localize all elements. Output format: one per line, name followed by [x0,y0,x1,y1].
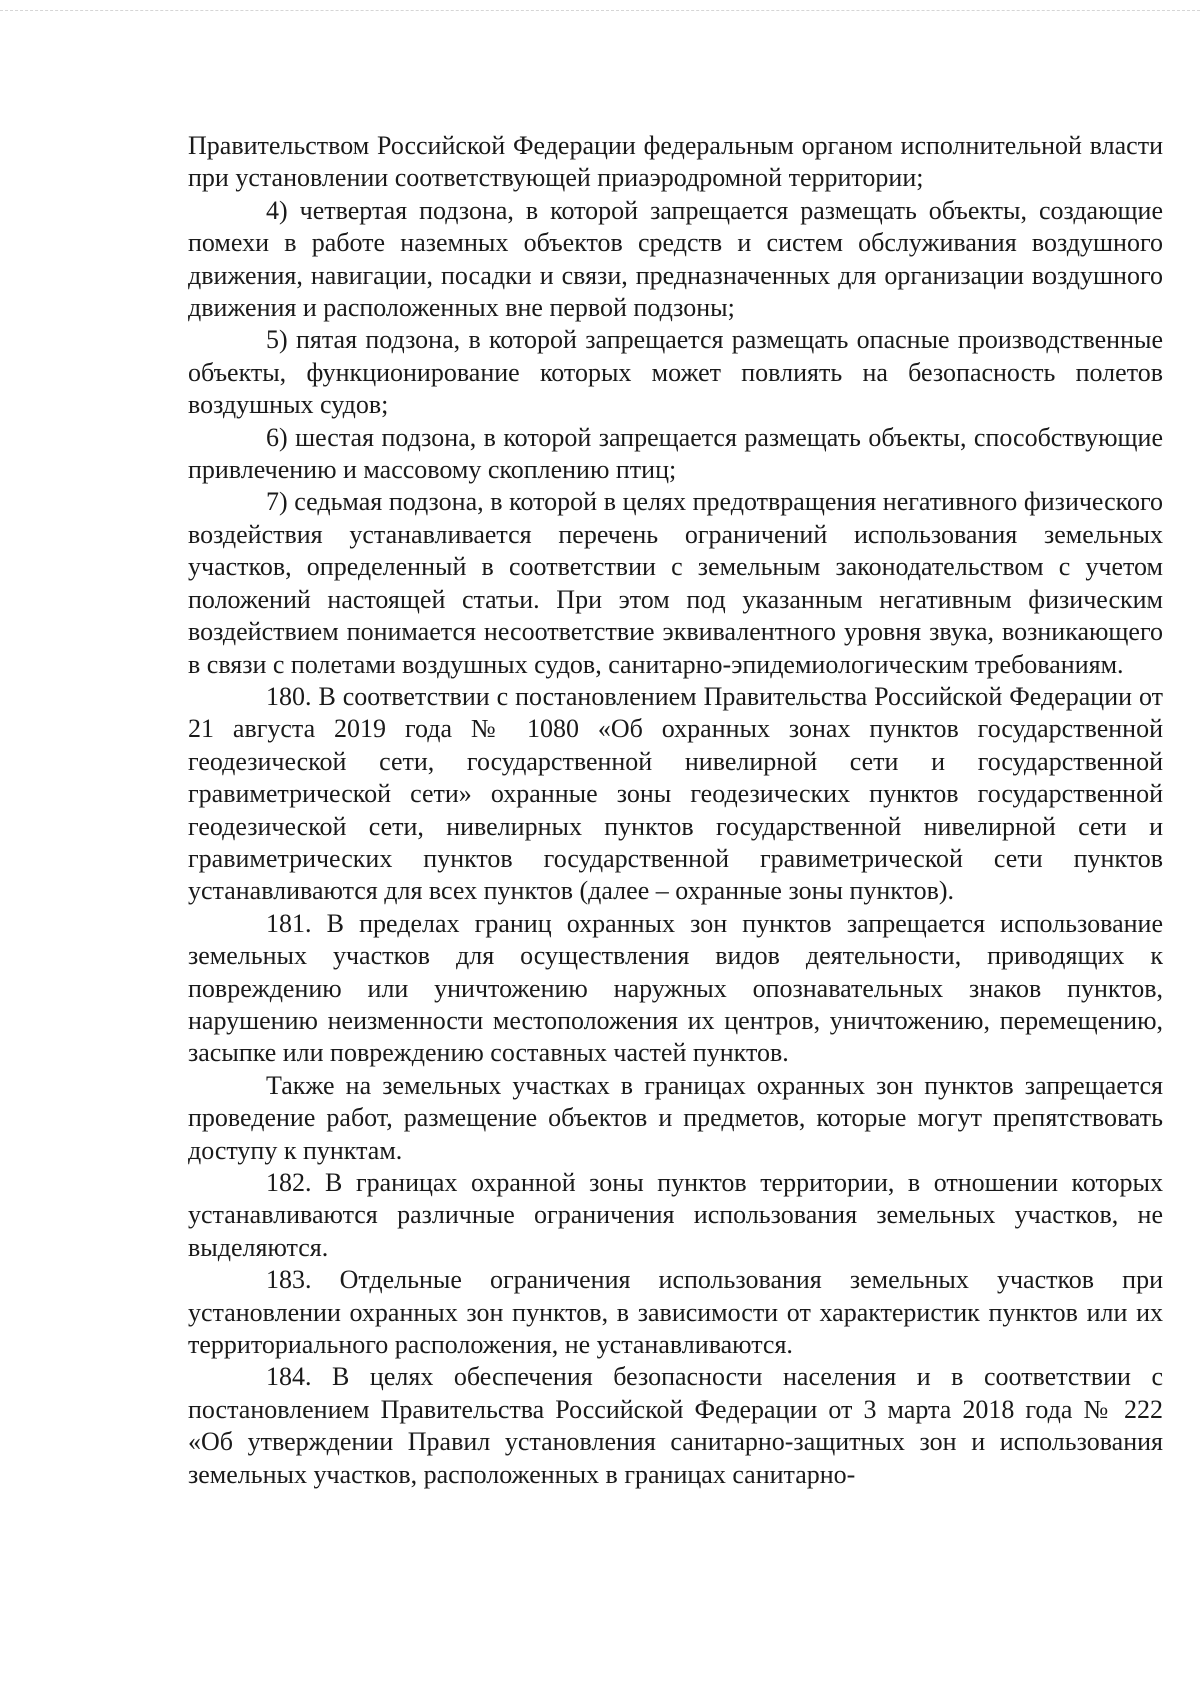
document-body [188,130,1163,1491]
paragraph-subzone-4: 4) четвертая подзона, в которой запрещается размещать объекты, создающие помехи в работе наземных объектов средств и систем обслуживания воздушного движения, навигации, посадки и связи, предназначенных для организации воздушного движения и расположенных вне первой подзоны; [188,195,1163,323]
paragraph-subzone-7: 7) седьмая подзона, в которой в целях предотвращения негативного физического воздействия устанавливается перечень ограничений использования земельных участков, определенный в соответствии с земельным законодательством с учетом положений настоящей статьи. При этом под указанным негативным физическим воздействием понимается несоответствие эквивалентного уровня звука, возникающего в связи с полетами воздушных судов, санитарно-эпидемиологическим требованиям. [188,487,1163,679]
paragraph-item-183: 183. Отдельные ограничения использования земельных участков при установлении охранных зон пунктов, в зависимости от характеристик пунктов или их территориального расположения, не устанавливаются. [188,1265,1163,1360]
paragraph-item-182: 182. В границах охранной зоны пунктов территории, в отношении которых устанавливаются различные ограничения использования земельных участков, не выделяются. [188,1168,1163,1262]
paragraph-item-184: 184. В целях обеспечения безопасности населения и в соответствии с постановлением Правительства Российской Федерации от 3 марта 2018 года № 222 «Об утверждении Правил установления санитарно-защитных зон и использования земельных участков, расположенных в границах санитарно- [188,1362,1163,1489]
paragraph-item-180: 180. В соответствии с постановлением Правительства Российской Федерации от 21 августа 2019 года № 1080 «Об охранных зонах пунктов государственной геодезической сети, государственной нивелирной сети и государственной гравиметрической сети» охранные зоны геодезических пунктов государственной геодезической сети, нивелирных пунктов государственной нивелирной сети и гравиметрических пунктов государственной гравиметрической сети пунктов устанавливаются для всех пунктов (далее – охранные зоны пунктов). [188,681,1163,906]
paragraph-item-181: 181. В пределах границ охранных зон пунктов запрещается использование земельных участков для осуществления видов деятельности, приводящих к повреждению или уничтожению наружных опознавательных знаков пунктов, нарушению неизменности местоположения их центров, уничтожению, перемещению, засыпке или повреждению составных частей пунктов. [188,908,1163,1068]
paragraph-subzone-6: 6) шестая подзона, в которой запрещается размещать объекты, способствующие привлечению и массовому скоплению птиц; [188,422,1163,485]
paragraph-subzone-5: 5) пятая подзона, в которой запрещается размещать опасные производственные объекты, функционирование которых может повлиять на безопасность полетов воздушных судов; [188,325,1163,420]
paragraph-continuation: Правительством Российской Федерации федеральным органом исполнительной власти при установлении соответствующей приаэродромной территории; [188,131,1163,193]
paragraph-item-181-also: Также на земельных участках в границах охранных зон пунктов запрещается проведение работ, размещение объектов и предметов, которые могут препятствовать доступу к пунктам. [188,1070,1163,1165]
scan-top-edge [0,10,1200,11]
